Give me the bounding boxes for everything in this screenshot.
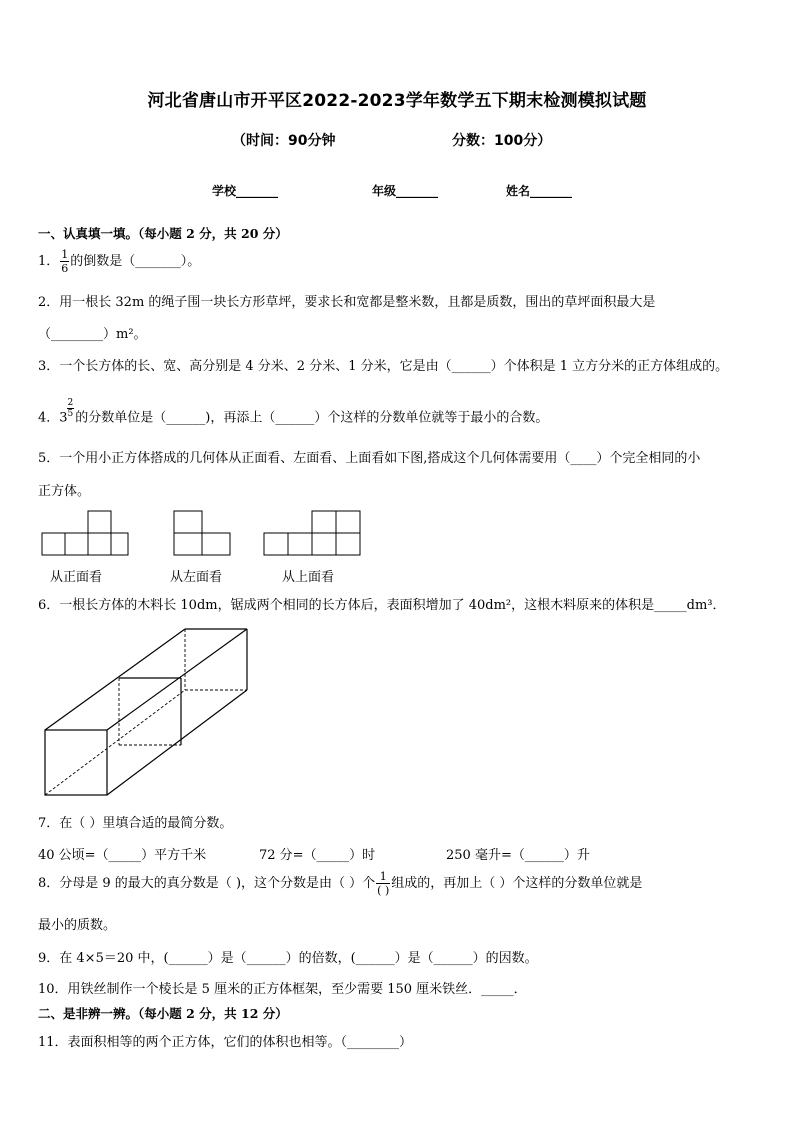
left-view-figure [172,508,234,558]
q1-text: 的倒数是（_______）。 [70,254,201,269]
question-9: 9．在 4×5＝20 中，(______）是（______）的倍数，(______）是（______）的因数。 [38,951,538,966]
section-2-heading: 二、是非辨一辨。（每小题 2 分，共 12 分） [38,1006,288,1021]
question-3: 3．一个长方体的长、宽、高分别是 4 分米、2 分米、1 分米，它是由（______）个体积是 1 立方分米的正方体组成的。 [38,359,729,374]
q4-text: 的分数单位是（______)，再添上（______）个这样的分数单位就等于最小的合数。 [75,410,549,426]
q8-part-1: 8．分母是 9 的最大的真分数是（ )，这个分数是由（ ）个 [38,876,376,891]
section-1-heading: 一、认真填一填。（每小题 2 分，共 20 分） [38,226,288,241]
question-2-line-1: 2．用一根长 32m 的绳子围一块长方形草坪，要求长和宽都是整米数，且都是质数，围出的草坪面积最大是 [38,295,656,310]
question-10: 10．用铁丝制作一个棱长是 5 厘米的正方体框架，至少需要 150 厘米铁丝．_____． [38,982,527,997]
caption-front-view: 从正面看 [50,570,103,585]
q7-part-a: 40 公顷=（_____）平方千米 [38,848,207,863]
question-8-line-2: 最小的质数。 [38,918,117,933]
question-1 [38,248,200,275]
question-5-line-2: 正方体。 [38,484,91,499]
question-4 [38,398,548,425]
caption-top-view: 从上面看 [282,570,335,585]
q4-number: 4．3 [38,410,68,426]
grade-field: 年级_______ [372,184,439,198]
q7-part-c: 250 毫升=（______）升 [446,848,590,863]
question-2-line-2: （________）m²。 [38,327,147,342]
q4-fraction: $\frac{2}{5}$ [67,398,74,419]
question-5-line-1: 5．一个用小正方体搭成的几何体从正面看、左面看、上面看如下图,搭成这个几何体需要用（____）个完全相同的小 [38,451,701,466]
school-field: 学校_______ [212,184,279,198]
name-field: 姓名_______ [506,184,573,198]
q8-fraction: $\frac{1}{( )}$ [377,870,390,897]
page-title: 河北省唐山市开平区2022-2023学年数学五下期末检测模拟试题 [147,91,647,111]
exam-time: （时间：90分钟 [232,133,336,149]
top-view-figure [262,508,364,558]
front-view-figure [40,508,130,558]
q1-number: 1． [38,254,60,269]
q1-fraction: $\frac{1}{6}$ [61,248,69,275]
exam-score: 分数：100分） [452,133,552,149]
question-6: 6．一根长方体的木料长 10dm，锯成两个相同的长方体后，表面积增加了 40dm²，这根木料原来的体积是_____dm³． [38,598,726,613]
wood-cuboid-figure [40,622,255,802]
caption-left-view: 从左面看 [170,570,223,585]
question-7: 7．在（ ）里填合适的最简分数。 [38,816,233,831]
question-11: 11．表面积相等的两个正方体，它们的体积也相等。（________） [38,1035,413,1050]
q8-part-2: 组成的，再加上（ ）个这样的分数单位就是 [391,876,643,891]
q7-part-b: 72 分=（_____）时 [259,848,376,863]
question-8-line-1 [38,870,642,897]
